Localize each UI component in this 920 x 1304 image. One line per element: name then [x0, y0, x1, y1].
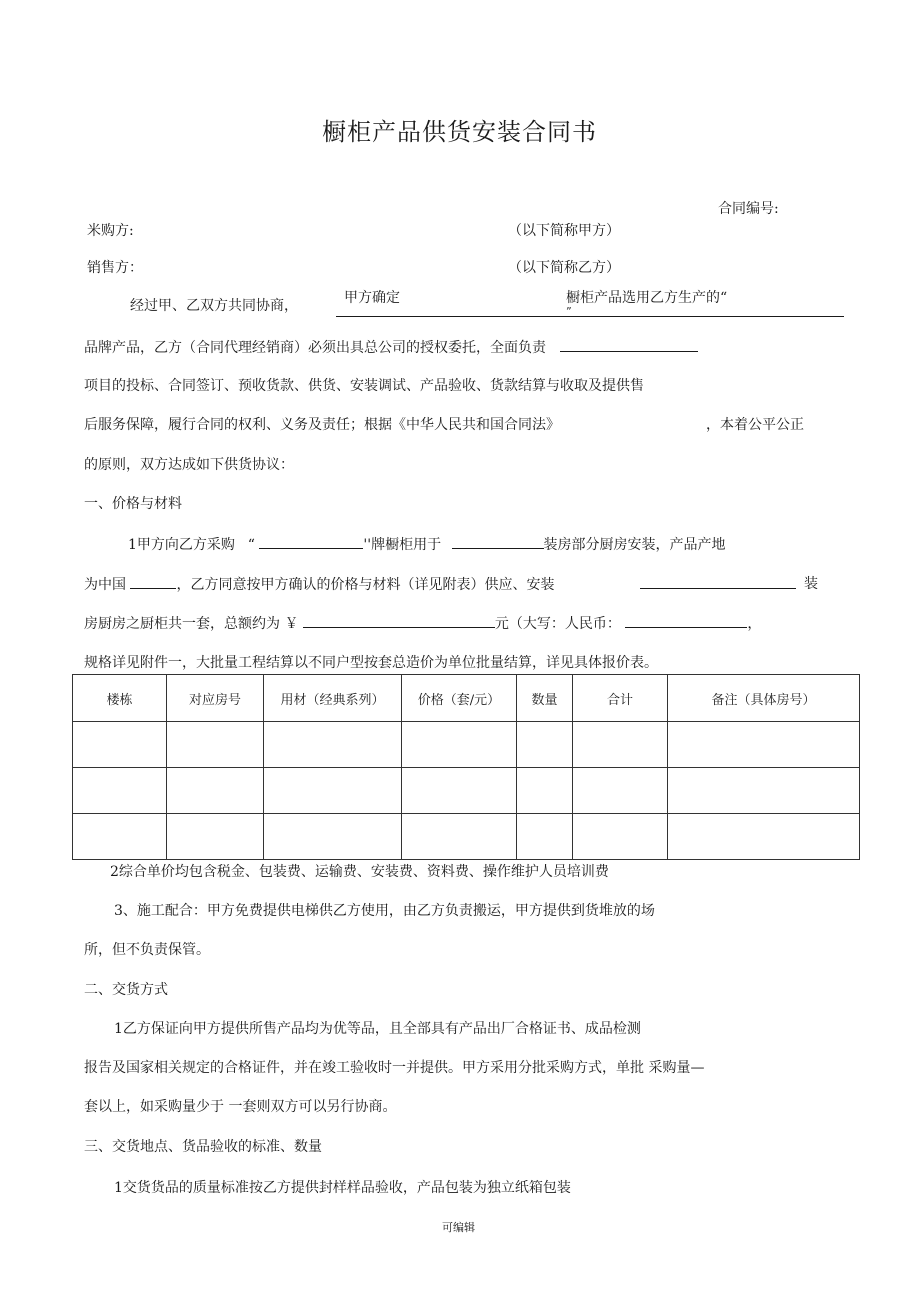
amount-blank[interactable]: [303, 613, 495, 628]
s1-a1: 1甲方向乙方采购: [128, 537, 235, 553]
header-building: 楼栋: [73, 675, 167, 722]
amount-words-blank[interactable]: [625, 613, 747, 628]
section-2-line-1: 1乙方保证向甲方提供所售产品均为优等品，且全部具有产品出厂合格证书、成品检测: [114, 1021, 641, 1037]
table-cell[interactable]: [573, 722, 668, 768]
buyer-alias: （以下简称甲方）: [508, 223, 620, 239]
project-name-blank[interactable]: [452, 534, 544, 549]
table-cell[interactable]: [264, 722, 402, 768]
section-1-line-4: 规格详见附件一，大批量工程结算以不同户型按套总造价为单位批量结算，详见具体报价表。: [84, 655, 658, 671]
header-material: 用材（经典系列）: [264, 675, 402, 722]
s1-a3: ''牌橱柜用于: [363, 537, 442, 553]
s1-a2: “: [247, 537, 255, 553]
page-footer: 可编辑: [442, 1221, 475, 1234]
intro-underline: [336, 316, 844, 317]
origin-blank[interactable]: [130, 574, 176, 589]
table-row: [73, 814, 860, 860]
section-1-line-3: [84, 613, 761, 634]
price-table: [72, 674, 860, 860]
item-3-line-2: 所，但不负责保管。: [84, 942, 210, 958]
table-cell[interactable]: [264, 768, 402, 814]
table-cell[interactable]: [167, 768, 264, 814]
header-quantity: 数量: [517, 675, 573, 722]
s1-c3: ，: [747, 616, 762, 632]
table-row: [73, 768, 860, 814]
contract-number-label: 合同编号:: [718, 201, 779, 217]
table-cell[interactable]: [402, 722, 517, 768]
table-cell[interactable]: [668, 722, 860, 768]
s1-a4: 装房部分厨房安装，产品产地: [543, 537, 726, 553]
intro-confirmed: 甲方确定: [344, 290, 400, 306]
intro-line-4b: ，本着公平公正: [706, 417, 804, 433]
intro-line-4a: 后服务保障，履行合同的权利、义务及责任；根据《中华人民共和国合同法》: [84, 417, 560, 433]
table-cell[interactable]: [167, 814, 264, 860]
table-cell[interactable]: [73, 768, 167, 814]
brand-blank[interactable]: [259, 534, 363, 549]
table-cell[interactable]: [517, 722, 573, 768]
section-2-line-2: 报告及国家相关规定的合格证件，并在竣工验收时一并提供。甲方采用分批采购方式，单批 采购量—: [84, 1060, 705, 1076]
intro-line-5: 的原则，双方达成如下供货协议：: [84, 457, 294, 473]
intro-text-1: 经过甲、乙双方共同协商，: [130, 298, 298, 314]
header-room-no: 对应房号: [167, 675, 264, 722]
intro-line-2: [84, 337, 698, 358]
section-3-line-1: 1交货货品的质量标准按乙方提供封样样品验收，产品包装为独立纸箱包装: [114, 1180, 571, 1196]
s1-c1: 房厨房之厨柜共一套，总额约为 ￥: [84, 616, 299, 632]
intro-selected: 橱柜产品选用乙方生产的“: [566, 290, 728, 306]
seller-alias: （以下简称乙方）: [508, 260, 620, 276]
item-3-line-1: 3、施工配合：甲方免费提供电梯供乙方使用，由乙方负责搬运，甲方提供到货堆放的场: [114, 903, 655, 919]
header-remark: 备注（具体房号）: [668, 675, 860, 722]
table-cell[interactable]: [73, 722, 167, 768]
section-2-line-3: 套以上，如采购量少于 一套则双方可以另行协商。: [84, 1099, 397, 1115]
table-cell[interactable]: [573, 814, 668, 860]
table-cell[interactable]: [402, 814, 517, 860]
table-cell[interactable]: [573, 768, 668, 814]
s1-b2: ，乙方同意按甲方确认的价格与材料（详见附表）供应、安装: [176, 577, 555, 593]
seller-label: 销售方：: [87, 260, 143, 276]
table-header-row: [73, 675, 860, 722]
header-price: 价格（套/元）: [402, 675, 517, 722]
install-blank[interactable]: [640, 588, 796, 589]
header-total: 合计: [573, 675, 668, 722]
section-3-heading: 三、交货地点、货品验收的标准、数量: [84, 1139, 322, 1155]
table-cell[interactable]: [668, 768, 860, 814]
item-2: 2综合单价均包含税金、包装费、运输费、安装费、资料费、操作维护人员培训费: [110, 864, 609, 880]
section-2-heading: 二、交货方式: [84, 982, 168, 998]
table-cell[interactable]: [402, 768, 517, 814]
table-cell[interactable]: [668, 814, 860, 860]
table-cell[interactable]: [517, 814, 573, 860]
table-cell[interactable]: [73, 814, 167, 860]
project-blank[interactable]: [560, 337, 698, 352]
buyer-label: 米购方:: [87, 223, 134, 239]
s1-c2: 元（大写：人民币：: [494, 616, 621, 632]
table-cell[interactable]: [517, 768, 573, 814]
section-1-line-2: [84, 574, 554, 595]
table-row: [73, 722, 860, 768]
s1-b3: 装: [804, 576, 818, 592]
table-cell[interactable]: [167, 722, 264, 768]
intro-line-3: 项目的投标、合同签订、预收货款、供货、安装调试、产品验收、货款结算与收取及提供售: [84, 378, 644, 394]
table-cell[interactable]: [264, 814, 402, 860]
section-1-line-1: [128, 534, 726, 555]
s1-b1: 为中国: [84, 577, 126, 593]
document-title: 橱柜产品供货安装合同书: [322, 118, 597, 146]
intro-line-2-text: 品牌产品，乙方（合同代理经销商）必须出具总公司的授权委托，全面负责: [84, 340, 546, 356]
intro-quote-close: ”: [566, 305, 572, 318]
section-1-heading: 一、价格与材料: [84, 496, 182, 512]
